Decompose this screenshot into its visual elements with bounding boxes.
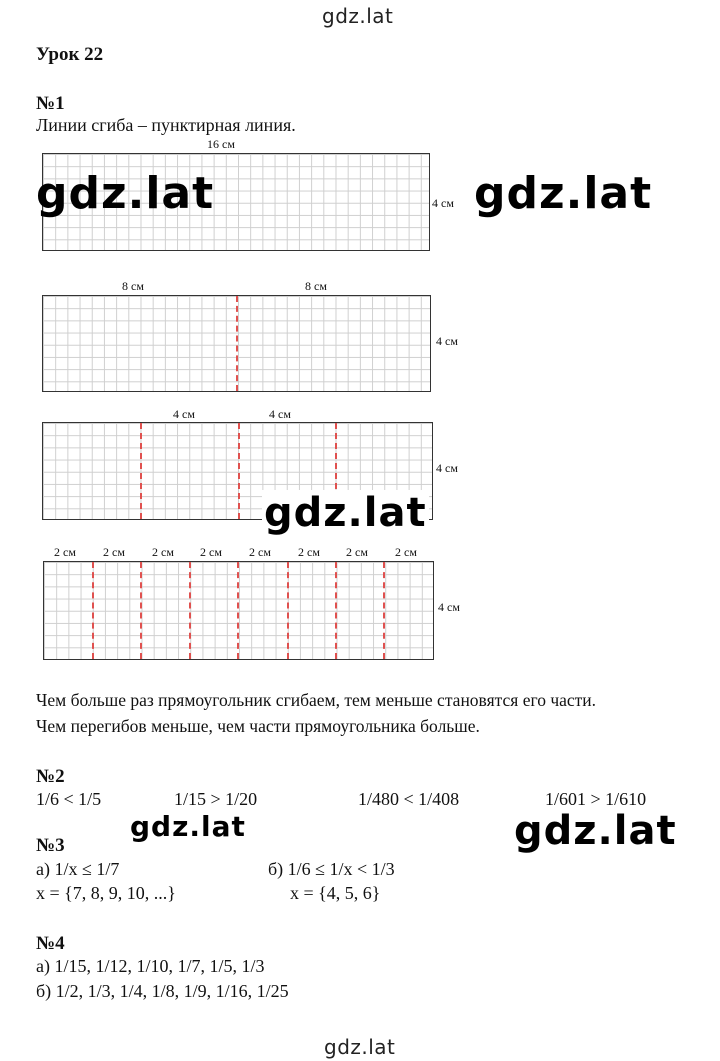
fold-line [92, 562, 94, 659]
task3-a-solution: x = {7, 8, 9, 10, ...} [36, 883, 176, 903]
rect4-top-label: 2 см [249, 545, 271, 559]
rect4-top-label: 2 см [395, 545, 417, 559]
task4-a: а) 1/15, 1/12, 1/10, 1/7, 1/5, 1/3 [36, 956, 265, 976]
rect4-top-label: 2 см [103, 545, 125, 559]
task2-item: 1/601 > 1/610 [545, 789, 647, 809]
rect4-top-label: 2 см [200, 545, 222, 559]
task4-title: №4 [36, 933, 65, 954]
rect2-top-label: 8 см [122, 279, 144, 293]
site-header: gdz.lat [322, 4, 394, 28]
fold-line [287, 562, 289, 659]
rect4-side-label: 4 см [438, 600, 460, 614]
task1-conclusion: Чем перегибов меньше, чем части прямоугольника больше. [36, 716, 480, 736]
rect2-8x4 [42, 295, 431, 392]
watermark: gdz.lat [264, 490, 427, 536]
task1-title: №1 [36, 93, 65, 114]
fold-line [238, 423, 240, 519]
watermark: gdz.lat [130, 810, 246, 843]
rect4-top-label: 2 см [152, 545, 174, 559]
task3-b-inequality: б) 1/6 ≤ 1/x < 1/3 [268, 859, 395, 879]
watermark: gdz.lat [474, 168, 653, 219]
task4-b: б) 1/2, 1/3, 1/4, 1/8, 1/9, 1/16, 1/25 [36, 981, 289, 1001]
rect4-top-label: 2 см [346, 545, 368, 559]
rect4-2x4 [43, 561, 434, 660]
task3-b-solution: x = {4, 5, 6} [290, 883, 381, 903]
fold-line [237, 562, 239, 659]
task2-title: №2 [36, 766, 65, 787]
rect1-side-label: 4 см [432, 196, 454, 210]
task3-a-inequality: а) 1/x ≤ 1/7 [36, 859, 120, 879]
rect3-side-label: 4 см [436, 461, 458, 475]
site-footer: gdz.lat [324, 1035, 396, 1059]
fold-line [140, 423, 142, 519]
task1-conclusion: Чем больше раз прямоугольник сгибаем, тем меньше становятся его части. [36, 690, 597, 710]
rect2-side-label: 4 см [436, 334, 458, 348]
task1-intro: Линии сгиба – пунктирная линия. [36, 115, 296, 135]
rect4-top-label: 2 см [54, 545, 76, 559]
rect3-top-label: 4 см [269, 407, 291, 421]
fold-line [189, 562, 191, 659]
rect1-top-label: 16 см [207, 137, 235, 151]
fold-line [236, 296, 238, 391]
task2-item: 1/15 > 1/20 [174, 789, 258, 809]
rect2-top-label: 8 см [305, 279, 327, 293]
watermark: gdz.lat [514, 808, 677, 854]
rect3-top-label: 4 см [173, 407, 195, 421]
fold-line [140, 562, 142, 659]
lesson-title: Урок 22 [36, 44, 104, 65]
watermark: gdz.lat [36, 168, 215, 219]
fold-line [335, 562, 337, 659]
task2-item: 1/6 < 1/5 [36, 789, 102, 809]
rect4-top-label: 2 см [298, 545, 320, 559]
task3-title: №3 [36, 835, 65, 856]
fold-line [383, 562, 385, 659]
task2-item: 1/480 < 1/408 [358, 789, 460, 809]
